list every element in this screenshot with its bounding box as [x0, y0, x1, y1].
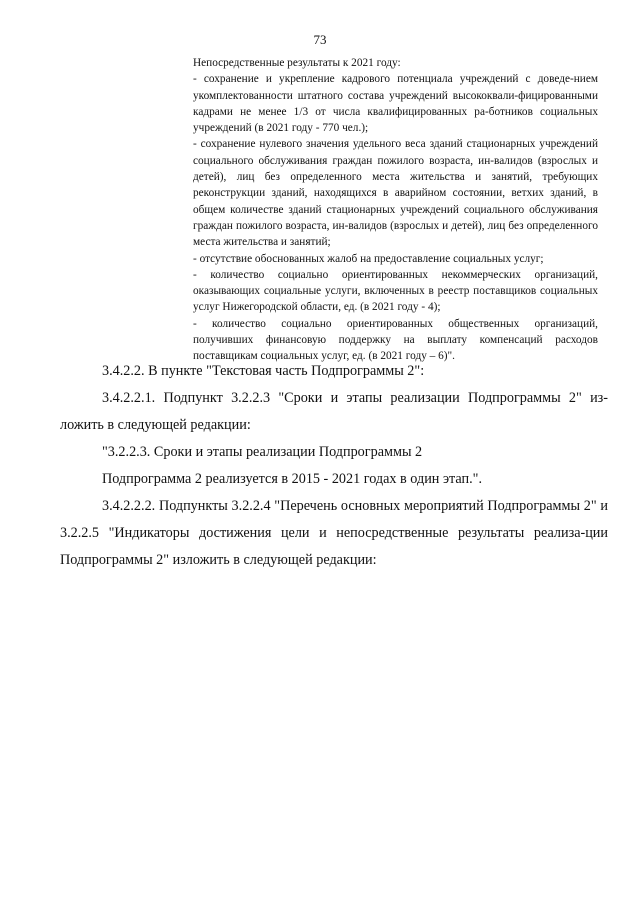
table-cell-results — [193, 55, 598, 365]
paragraph: Подпрограмма 2 реализуется в 2015 - 2021 годах в один этап.". — [102, 471, 482, 487]
paragraph: "3.2.2.3. Сроки и этапы реализации Подпрограммы 2 — [102, 444, 423, 460]
result-item: - отсутствие обоснованных жалоб на предоставление социальных услуг; — [193, 252, 544, 265]
paragraph: 3.4.2.2. В пункте "Текстовая часть Подпрограммы 2": — [102, 363, 425, 379]
result-item: - количество социально ориентированных общественных организаций, получивших финансовую поддержку на выплату компенсаций расходов поставщикам социальных услуг, ед. (в 2021 году – 6)". — [193, 317, 598, 363]
page-number: 73 — [313, 32, 327, 47]
paragraph: 3.4.2.2.2. Подпункты 3.2.2.4 "Перечень основных мероприятий Подпрограммы 2" и 3.2.2.5 "Индикаторы достижения цели и непосредственные результаты реализа-ции Подпрограммы 2" изложить в следующей редакции: — [60, 498, 608, 568]
result-item: - сохранение нулевого значения удельного веса зданий стационарных учреждений социального обслуживания граждан пожилого возраста, ин-валидов (взрослых и детей), лиц без определенного места жительства и занятий, требующих реконструкции зданий, находящихся в аварийном состоянии, ветхих зданий, в общем количестве зданий стационарных учреждений социального обслуживания граждан пожилого возраста, ин-валидов (взрослых и детей), лиц без определенного места жительства и занятий; — [193, 138, 598, 249]
result-item: - сохранение и укрепление кадрового потенциала учреждений с доведе-нием укомплектованности штатного состава учреждений высококвали-фицированными кадрами не менее 1/3 от числа квалифицированных ра-ботников социальных учреждений (в 2021 году - 770 чел.); — [193, 73, 598, 135]
result-item: - количество социально ориентированных некоммерческих организаций, оказывающих социальные услуги, включенных в реестр поставщиков социальных услуг Нижегородской области, ед. (в 2021 году - 4); — [193, 268, 598, 314]
paragraph: 3.4.2.2.1. Подпункт 3.2.2.3 "Сроки и этапы реализации Подпрограммы 2" из-ложить в следующей редакции: — [60, 390, 608, 433]
results-heading: Непосредственные результаты к 2021 году: — [193, 57, 401, 69]
body-text — [60, 358, 608, 574]
